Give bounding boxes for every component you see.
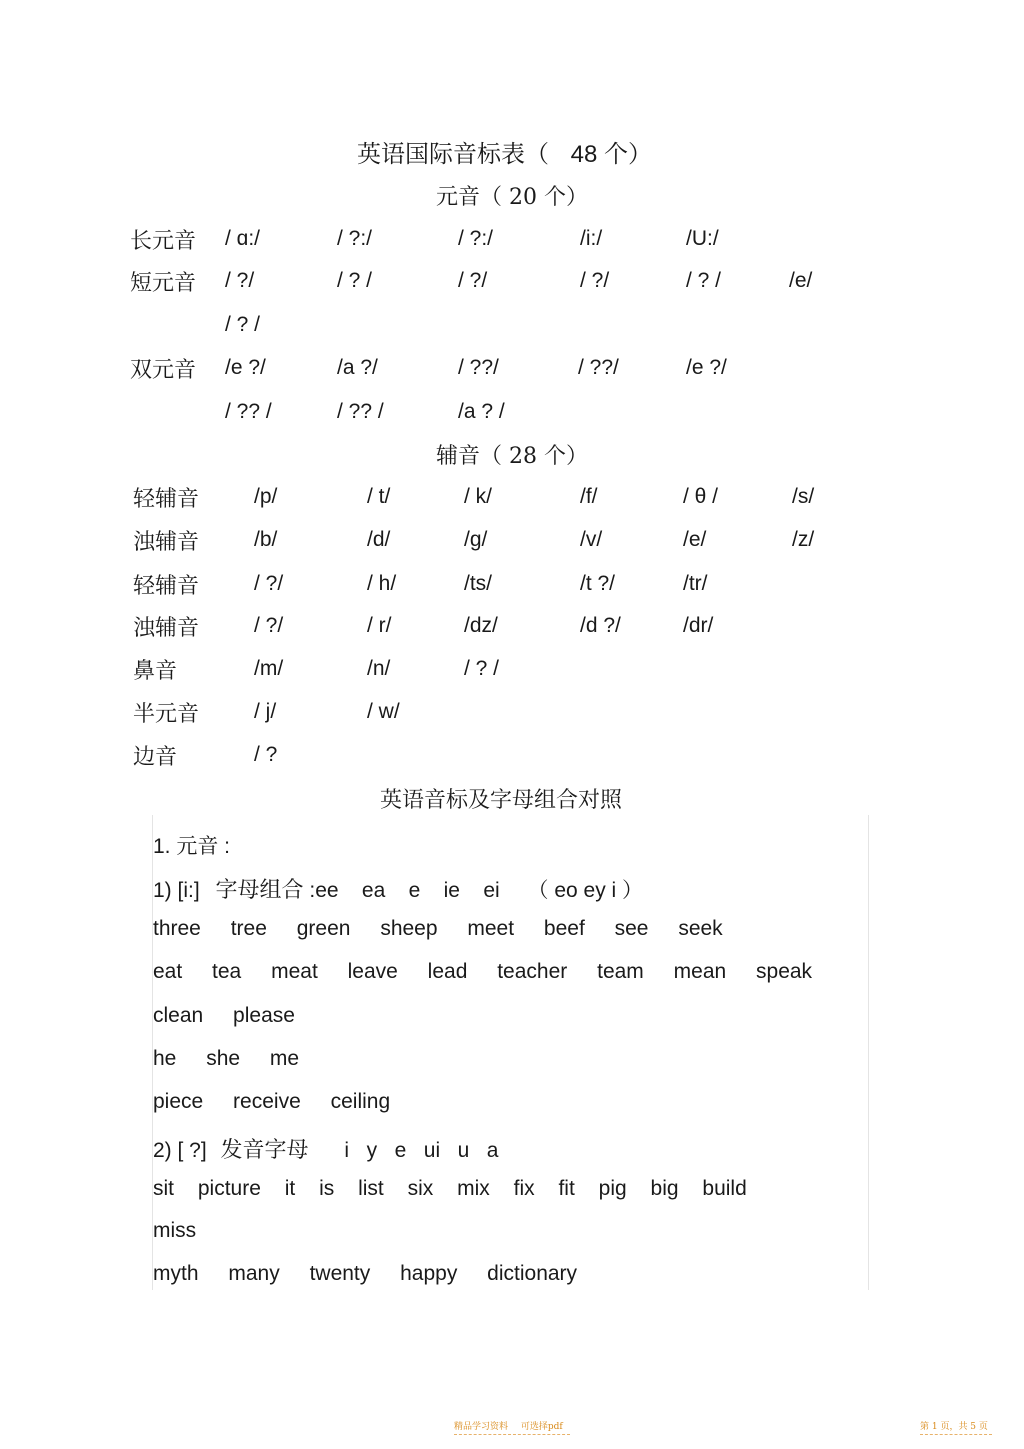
phoneme: /b/ xyxy=(254,528,278,551)
phoneme: /e ?/ xyxy=(686,356,727,379)
word: leave xyxy=(347,960,398,983)
phoneme: /d ?/ xyxy=(580,614,621,637)
item1-label: 字母组合 xyxy=(215,878,304,903)
phoneme: / ?:/ xyxy=(458,227,494,250)
phoneme: /e/ xyxy=(683,528,707,551)
item2-letters: i y e ui u a xyxy=(344,1139,499,1162)
phoneme: / ??/ xyxy=(458,356,499,379)
phoneme: /p/ xyxy=(254,485,278,508)
word: piece xyxy=(153,1090,204,1113)
word: list xyxy=(358,1177,384,1200)
phoneme: /dr/ xyxy=(683,614,714,637)
word: ceiling xyxy=(330,1090,391,1113)
footer-left-dash xyxy=(454,1434,570,1435)
word: me xyxy=(269,1047,300,1070)
row-label: 双元音 xyxy=(130,358,197,383)
phoneme: / h/ xyxy=(367,572,397,595)
word: she xyxy=(206,1047,241,1070)
word: three xyxy=(153,917,201,940)
phoneme: /dz/ xyxy=(464,614,498,637)
section-heading: 英语音标及字母组合对照 xyxy=(380,788,623,813)
word-line xyxy=(153,1219,220,1243)
phoneme: / r/ xyxy=(367,614,392,637)
word-line xyxy=(153,1047,323,1071)
row-label: 轻辅音 xyxy=(133,487,200,512)
row-label: 长元音 xyxy=(130,229,197,254)
row-label: 浊辅音 xyxy=(133,530,200,555)
item1-prefix: 1) [i:] xyxy=(153,879,200,902)
phoneme: /v/ xyxy=(580,528,603,551)
word: picture xyxy=(197,1177,261,1200)
word-line xyxy=(153,1177,747,1201)
phoneme: /n/ xyxy=(367,657,391,680)
phoneme: / ? xyxy=(254,743,278,766)
word: many xyxy=(228,1262,280,1285)
section-box-right-border xyxy=(868,815,869,1290)
word: six xyxy=(407,1177,434,1200)
word-line xyxy=(153,1090,414,1114)
vowel-section-title: 1. 元音 : xyxy=(153,835,231,858)
row-label: 浊辅音 xyxy=(133,616,200,641)
word: meet xyxy=(467,917,515,940)
phoneme: /d/ xyxy=(367,528,391,551)
phoneme: / ?? / xyxy=(225,400,272,423)
word: happy xyxy=(400,1262,458,1285)
word: mix xyxy=(457,1177,490,1200)
word: mean xyxy=(673,960,727,983)
phoneme: /e/ xyxy=(789,269,813,292)
phoneme: / t/ xyxy=(367,485,391,508)
footer-left xyxy=(454,1419,563,1432)
word: tea xyxy=(212,960,242,983)
phoneme: / ? / xyxy=(464,657,500,680)
item1-combos: :ee ea e ie ei xyxy=(309,879,500,902)
word: receive xyxy=(233,1090,301,1113)
word: tree xyxy=(230,917,267,940)
phoneme: / ? / xyxy=(337,269,373,292)
phoneme: / w/ xyxy=(367,700,400,723)
row-label: 短元音 xyxy=(130,271,197,296)
phoneme: /s/ xyxy=(792,485,815,508)
title-main: 英语国际音标表（ xyxy=(357,140,549,168)
word: he xyxy=(153,1047,177,1070)
word: pig xyxy=(598,1177,627,1200)
phoneme: / ?? / xyxy=(337,400,384,423)
phoneme: /e ?/ xyxy=(225,356,266,379)
phoneme: / ? / xyxy=(225,313,261,336)
phoneme: / ?/ xyxy=(225,269,255,292)
word: fix xyxy=(513,1177,535,1200)
item1-header xyxy=(153,873,643,904)
word: clean xyxy=(153,1004,204,1027)
footer-text-2: 可选择pdf xyxy=(520,1422,563,1432)
word: fit xyxy=(558,1177,575,1200)
item2-label: 发音字母 xyxy=(220,1138,309,1163)
phoneme: / ?/ xyxy=(254,572,284,595)
word: is xyxy=(319,1177,335,1200)
word: meat xyxy=(271,960,318,983)
document-title xyxy=(357,134,652,169)
item2-prefix: 2) [ ?] xyxy=(153,1139,207,1162)
phoneme: / ?/ xyxy=(580,269,610,292)
item1-extra: （ eo ey i ） xyxy=(527,879,644,902)
phoneme: /tr/ xyxy=(683,572,708,595)
word: sit xyxy=(153,1177,174,1200)
phoneme: / ? / xyxy=(686,269,722,292)
phoneme: /m/ xyxy=(254,657,284,680)
phoneme: / ?/ xyxy=(254,614,284,637)
word: twenty xyxy=(309,1262,371,1285)
row-label: 边音 xyxy=(133,745,178,770)
vowels-heading: 元音（ 20 个） xyxy=(436,185,588,210)
consonants-heading: 辅音（ 28 个） xyxy=(436,444,588,469)
row-label: 鼻音 xyxy=(133,659,178,684)
phoneme: / ??/ xyxy=(578,356,619,379)
row-label: 轻辅音 xyxy=(133,574,200,599)
phoneme: /g/ xyxy=(464,528,488,551)
word: dictionary xyxy=(487,1262,578,1285)
word: big xyxy=(650,1177,679,1200)
word: green xyxy=(296,917,351,940)
word: eat xyxy=(153,960,183,983)
word-line xyxy=(153,917,747,941)
row-label: 半元音 xyxy=(133,702,200,727)
phoneme: / j/ xyxy=(254,700,277,723)
item2-header xyxy=(153,1133,498,1164)
word: build xyxy=(702,1177,747,1200)
title-count: 48 个） xyxy=(570,141,653,168)
word: it xyxy=(284,1177,296,1200)
phoneme: /ts/ xyxy=(464,572,493,595)
footer-page-number: 第 1 页，共 5 页 xyxy=(920,1422,988,1432)
footer-text-1: 精品学习资料 xyxy=(454,1422,509,1432)
word-line xyxy=(153,960,836,984)
word-line xyxy=(153,1004,319,1028)
phoneme: /t ?/ xyxy=(580,572,616,595)
phoneme: / ?:/ xyxy=(337,227,373,250)
word-line xyxy=(153,1262,601,1286)
phoneme: /a ? / xyxy=(458,400,505,423)
word: teacher xyxy=(497,960,568,983)
phoneme: /f/ xyxy=(580,485,598,508)
word: sheep xyxy=(380,917,438,940)
phoneme: / θ / xyxy=(683,485,719,508)
phoneme: /a ?/ xyxy=(337,356,378,379)
phoneme: / ɑ:/ xyxy=(225,227,261,250)
word: beef xyxy=(543,917,585,940)
word: see xyxy=(614,917,649,940)
word: speak xyxy=(756,960,813,983)
phoneme: / ?/ xyxy=(458,269,488,292)
footer-right-dash xyxy=(920,1434,992,1435)
word: seek xyxy=(678,917,723,940)
phoneme: /U:/ xyxy=(686,227,719,250)
phoneme: / k/ xyxy=(464,485,493,508)
word: please xyxy=(233,1004,295,1027)
word: myth xyxy=(153,1262,199,1285)
word: lead xyxy=(427,960,468,983)
phoneme: /i:/ xyxy=(580,227,603,250)
word: miss xyxy=(153,1219,197,1242)
phoneme: /z/ xyxy=(792,528,815,551)
word: team xyxy=(597,960,644,983)
